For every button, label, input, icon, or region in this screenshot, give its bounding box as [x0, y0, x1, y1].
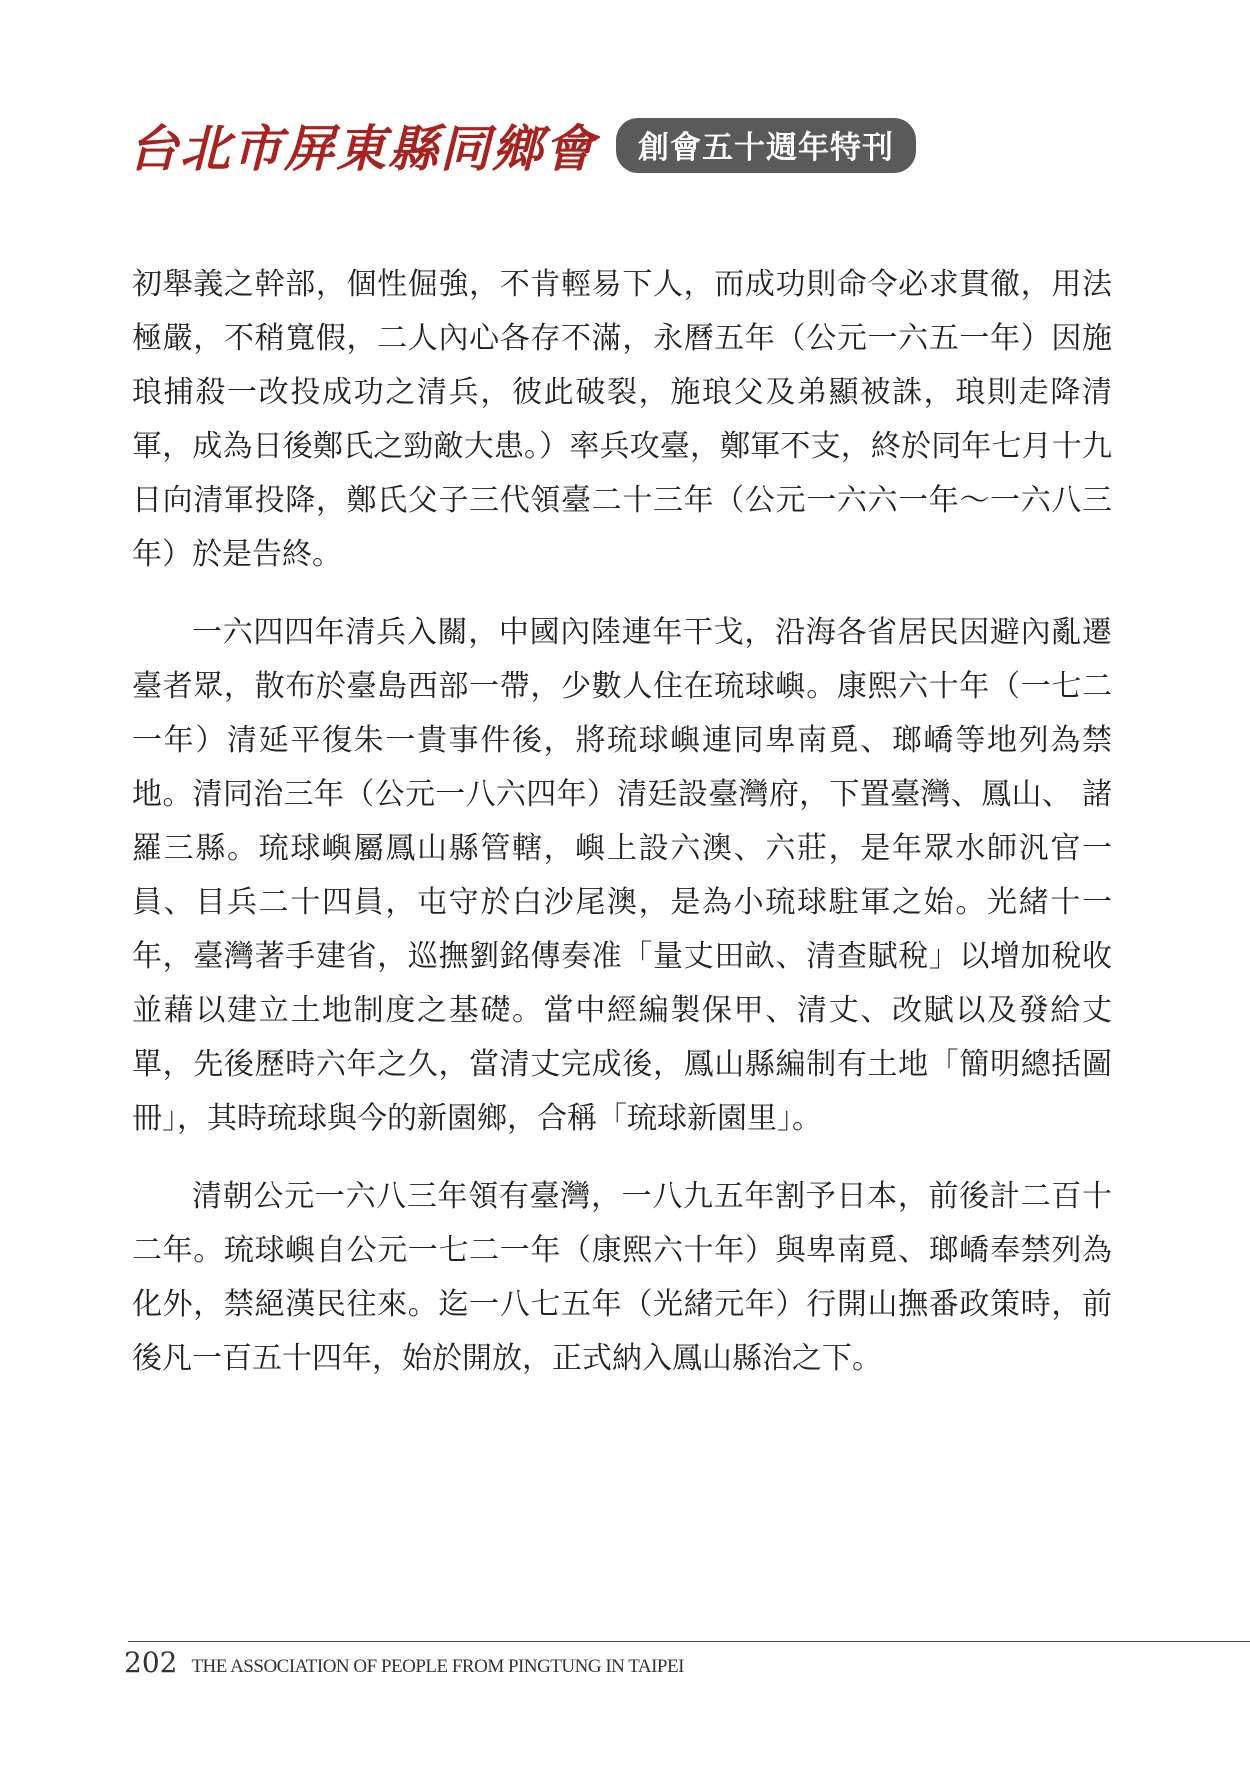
- association-logo-title: 台北市屏東縣同鄉會: [128, 119, 596, 178]
- anniversary-badge: 創會五十週年特刊: [616, 118, 916, 173]
- publication-name: THE ASSOCIATION OF PEOPLE FROM PINGTUNG IN TAIPEI: [191, 1656, 684, 1677]
- page-header: [128, 110, 916, 180]
- page-footer: [124, 1646, 684, 1679]
- paragraph-1: 初舉義之幹部，個性倔強，不肯輕易下人，而成功則命令必求貫徹，用法極嚴，不稍寬假，二人內心各存不滿，永曆五年（公元一六五一年）因施琅捕殺一改投成功之清兵，彼此破裂，施琅父及弟顯被誅，琅則走降清軍，成為日後鄭氏之勁敵大患。）率兵攻臺，鄭軍不支，終於同年七月十九日向清軍投降，鄭氏父子三代領臺二十三年（公元一六六一年～一六八三年）於是告終。: [132, 267, 1112, 572]
- footer-divider: [128, 1641, 1250, 1642]
- article-body: [132, 258, 1112, 1386]
- paragraph-3: 清朝公元一六八三年領有臺灣，一八九五年割予日本，前後計二百十二年。琉球嶼自公元一七二一年（康熙六十年）與卑南覓、瑯嶠奉禁列為化外，禁絕漢民往來。迄一八七五年（光緒元年）行開山撫番政策時，前後凡一百五十四年，始於開放，正式納入鳳山縣治之下。: [132, 1179, 1112, 1376]
- paragraph-2: 一六四四年清兵入關，中國內陸連年干戈，沿海各省居民因避內亂遷臺者眾，散布於臺島西部一帶，少數人住在琉球嶼。康熙六十年（一七二 一年）清延平復朱一貴事件後，將琉球嶼連同卑南覓、瑯嶠等地列為禁地。清同治三年（公元一八六四年）清廷設臺灣府，下置臺灣、鳳山、 諸羅三縣。琉球嶼屬鳳山縣管轄，嶼上設六澳、六莊，是年眾水師汎官一員、目兵二十四員，屯守於白沙尾澳，是為小琉球駐軍之始。光緒十一年，臺灣著手建省，巡撫劉銘傳奏准「量丈田畝、清查賦稅」以增加稅收並藉以建立土地制度之基礎。當中經編製保甲、清丈、改賦以及發給丈單，先後歷時六年之久，當清丈完成後，鳳山縣編制有土地「簡明總括圖冊」，其時琉球與今的新園鄉，合稱「琉球新園里」。: [132, 615, 1112, 1136]
- page-number: 202: [124, 1646, 178, 1679]
